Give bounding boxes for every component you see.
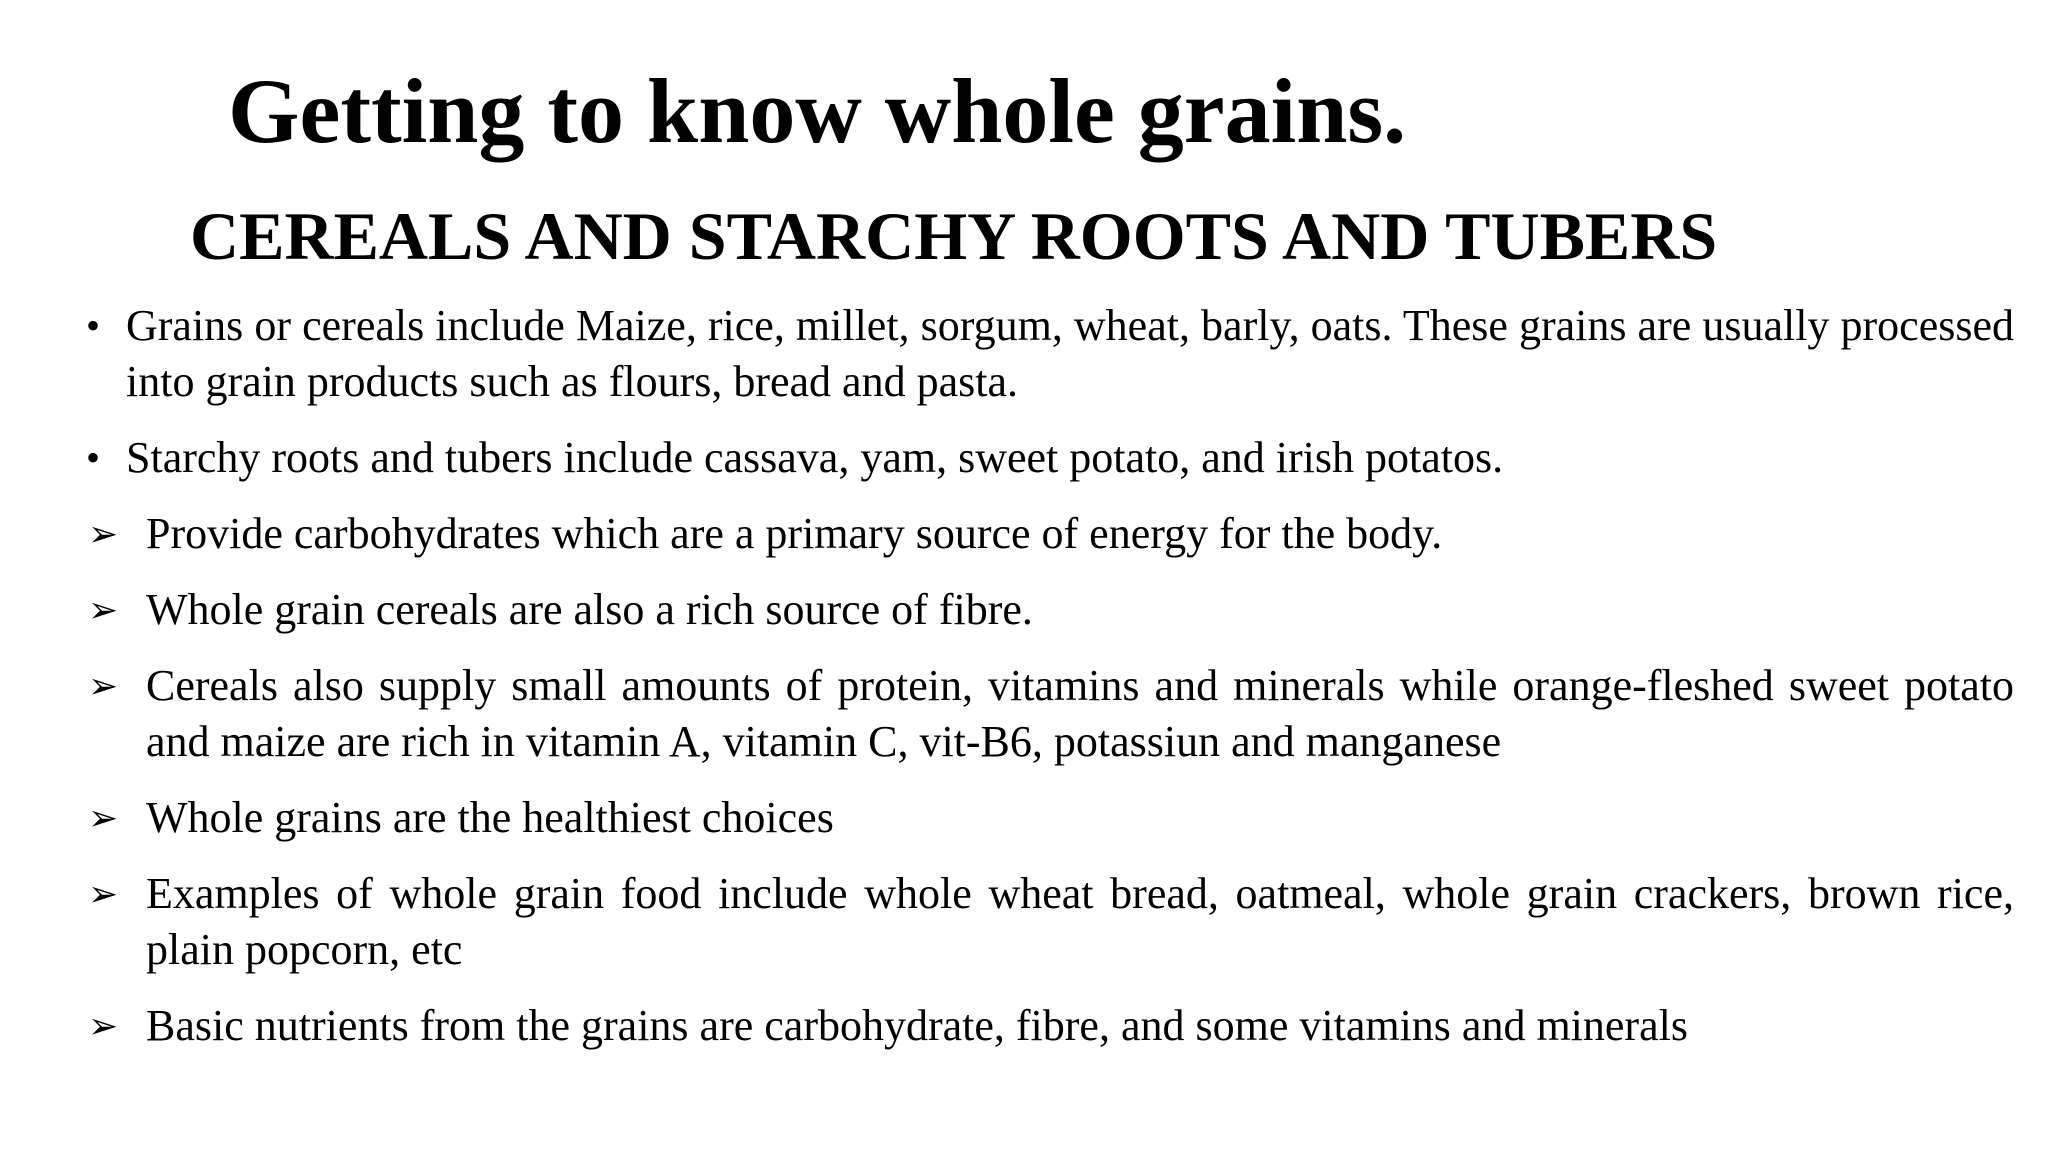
arrow-bullet-icon: ➢ <box>88 514 119 555</box>
arrow-bullet-icon: ➢ <box>88 1006 119 1047</box>
list-item <box>84 998 2014 1054</box>
slide-title: Getting to know whole grains. <box>228 60 1407 162</box>
arrow-bullet-icon: ➢ <box>88 798 119 839</box>
list-item <box>84 506 2014 562</box>
bullet-icon: • <box>86 435 101 480</box>
arrow-bullet-icon: ➢ <box>88 590 119 631</box>
list-item-text: Provide carbohydrates which are a primary source of energy for the body. <box>146 509 1443 558</box>
list-item <box>84 790 2014 846</box>
list-item-text: Cereals also supply small amounts of protein, vitamins and minerals while orange-fleshed sweet potato and maize are rich in vitamin A, vitamin C, vit-B6, potassiun and manganese <box>146 661 2014 766</box>
list-item <box>84 582 2014 638</box>
list-item <box>84 298 2014 410</box>
list-item-text: Whole grain cereals are also a rich source of fibre. <box>146 585 1033 634</box>
list-item-text: Grains or cereals include Maize, rice, millet, sorgum, wheat, barly, oats. These grains are usually processed into grain products such as flours, bread and pasta. <box>126 301 2014 406</box>
list-item <box>84 866 2014 978</box>
bullet-icon: • <box>86 303 101 348</box>
list-item-text: Basic nutrients from the grains are carbohydrate, fibre, and some vitamins and minerals <box>146 1001 1688 1050</box>
list-item-text: Whole grains are the healthiest choices <box>146 793 834 842</box>
arrow-bullet-icon: ➢ <box>88 666 119 707</box>
list-item <box>84 658 2014 770</box>
slide-subtitle: CEREALS AND STARCHY ROOTS AND TUBERS <box>190 198 1718 274</box>
arrow-bullet-icon: ➢ <box>88 874 119 915</box>
list-item-text: Examples of whole grain food include whole wheat bread, oatmeal, whole grain crackers, brown rice, plain popcorn, etc <box>146 869 2014 974</box>
list-item-text: Starchy roots and tubers include cassava, yam, sweet potato, and irish potatos. <box>126 433 1504 482</box>
content-list <box>84 298 2014 1074</box>
list-item <box>84 430 2014 486</box>
